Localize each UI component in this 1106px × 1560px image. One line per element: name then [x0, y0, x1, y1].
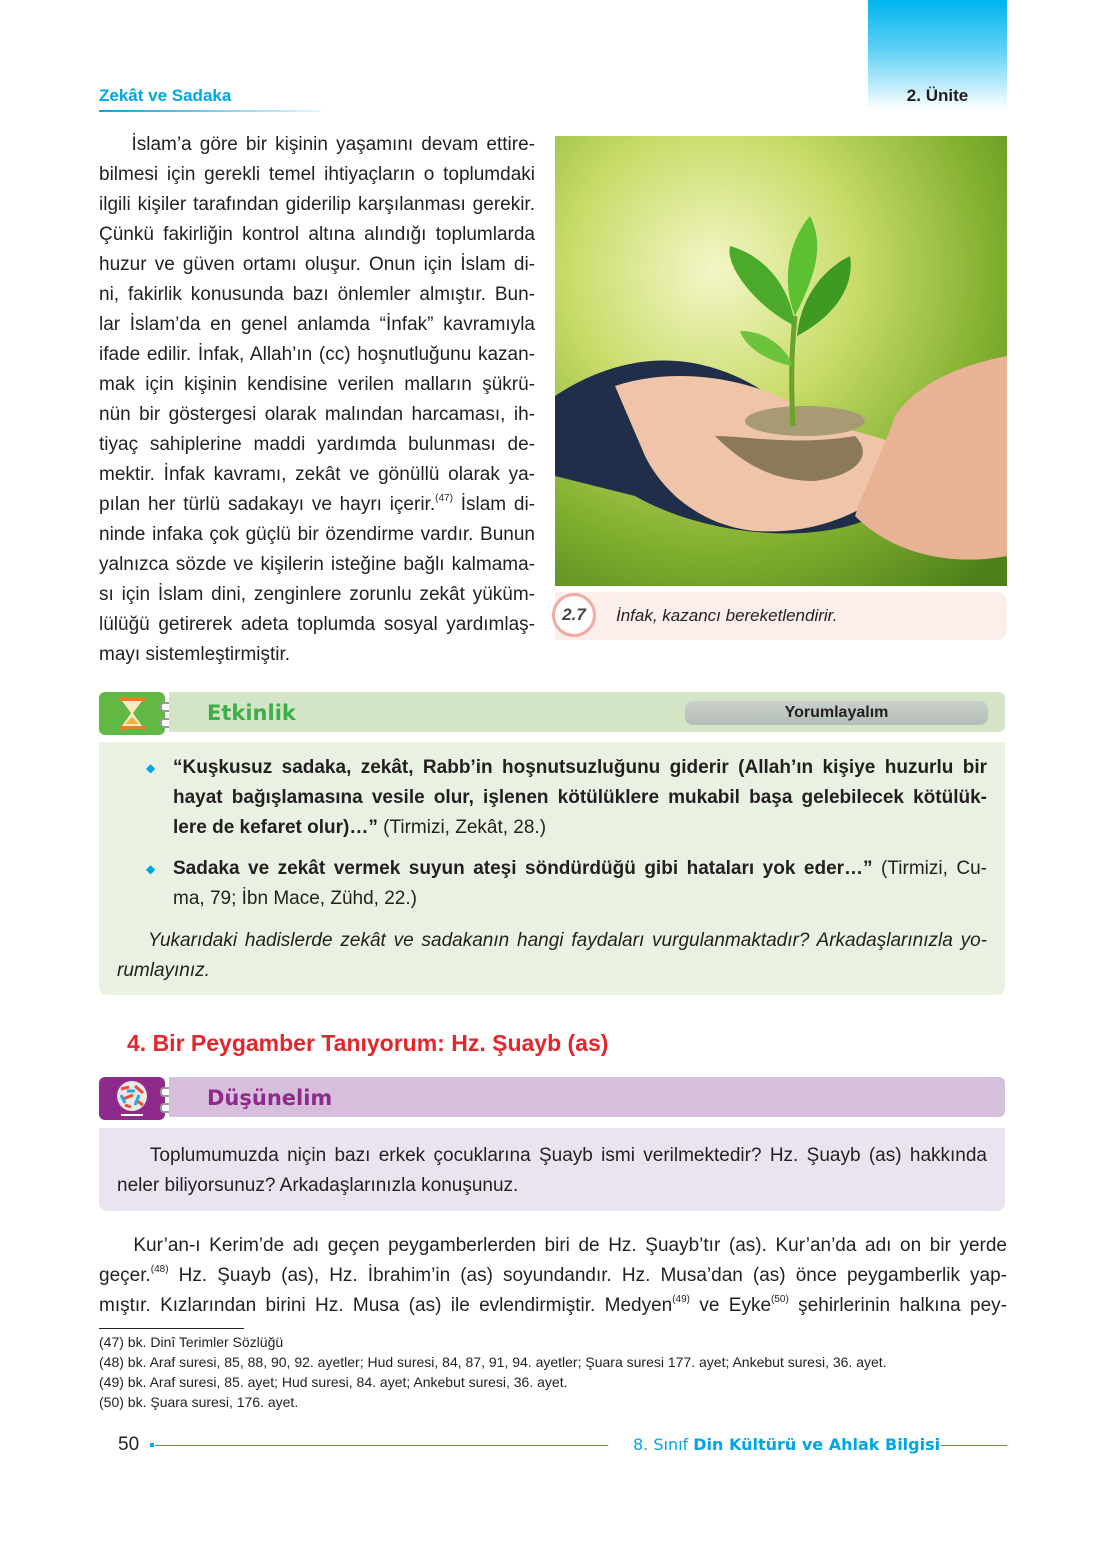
text-segment: İslam di- [452, 494, 535, 515]
text-segment: Çünkü fakirliğin kontrol altına alındığı toplumlarda [99, 224, 535, 245]
text-line [173, 854, 987, 884]
think-box [99, 1128, 1005, 1211]
footnote: (49) bk. Araf suresi, 85. ayet; Hud suresi, 84. ayet; Ankebut suresi, 36. ayet. [99, 1374, 568, 1390]
footnote-ref: (50) [771, 1294, 789, 1305]
text-line [99, 340, 535, 370]
text-segment: ve Eyke [690, 1295, 772, 1316]
text-line [173, 813, 987, 843]
text-segment: mektir. İnfak kavramı, zekât ve gönüllü olarak ya- [99, 464, 535, 485]
text-line [99, 310, 535, 340]
hourglass-icon [99, 692, 165, 735]
photo-hands-plant [555, 136, 1007, 586]
text-line [99, 1291, 1007, 1321]
text-segment: mıştır. Kızlarından birini Hz. Musa (as) ile evlendirmiştir. Medyen [99, 1295, 673, 1316]
text-line [99, 460, 535, 490]
activity-label: Etkinlik [207, 701, 296, 725]
text-line [99, 520, 535, 550]
footer-dot [150, 1443, 154, 1447]
footer-rule [941, 1445, 1007, 1446]
text-line [99, 430, 535, 460]
text-line [99, 1231, 1007, 1261]
footnote-ref: (48) [150, 1264, 169, 1275]
text-line [99, 610, 535, 640]
text-segment: nün bir göstergesi olarak malından harcaması, ih- [99, 404, 535, 425]
text-line [99, 640, 535, 670]
text-segment: neler biliyorsunuz? Arkadaşlarınızla konuşunuz. [117, 1175, 519, 1196]
activity-box [99, 742, 1005, 995]
text-line [99, 280, 535, 310]
text-line [99, 220, 535, 250]
footnote: (50) bk. Şuara suresi, 176. ayet. [99, 1394, 299, 1410]
footer-rule [155, 1445, 608, 1446]
text-segment: ifade edilir. İnfak, Allah’ın (cc) hoşnutluğunu kazan- [99, 344, 535, 365]
book-name: Din Kültürü ve Ahlak Bilgisi [693, 1435, 941, 1454]
think-label: Düşünelim [207, 1086, 333, 1110]
text-segment: İslam’a göre bir kişinin yaşamını devam ettire- [99, 134, 535, 155]
text-line [99, 370, 535, 400]
bullet-icon: ◆ [146, 862, 156, 876]
book-title [633, 1435, 940, 1454]
figure-number: 2.7 [552, 593, 596, 637]
text-segment: ma, 79; İbn Mace, Zühd, 22.) [173, 888, 417, 909]
text-segment: (Tirmizi, Zekât, 28.) [377, 817, 547, 838]
footnote-rule [99, 1328, 244, 1329]
section-rule [99, 110, 321, 112]
text-segment: pılan her türlü sadakayı ve hayrı içerir. [99, 494, 436, 515]
text-segment: ilgili kişiler tarafından giderilip karşılanması gerekir. [99, 194, 535, 215]
text-line [117, 1171, 987, 1201]
figure-caption [555, 592, 1007, 640]
text-segment: huzur ve güven ortamı oluşur. Onun için İslam di- [99, 254, 535, 275]
text-segment: Kur’an-ı Kerim’de adı geçen peygamberlerden biri de Hz. Şuayb’tır (as). Kur’an’da adı on bir yerde [99, 1235, 1007, 1256]
text-line [173, 884, 987, 914]
activity-type-badge: Yorumlayalım [685, 701, 988, 725]
grade-label: 8. Sınıf [633, 1435, 694, 1454]
text-line [99, 400, 535, 430]
text-segment: lar İslam’da en genel anlamda “İnfak” kavramıyla [99, 314, 535, 335]
text-segment: tiyaç sahiplerine maddi yardımda bulunması de- [99, 434, 535, 455]
text-segment: yalnızca sözde ve kişilerin isteğine bağlı kalmama- [99, 554, 535, 575]
text-line [99, 250, 535, 280]
text-segment: mayı sistemleştirmiştir. [99, 644, 291, 665]
text-segment: şehirlerinin halkına pey- [788, 1295, 1007, 1316]
section-heading: 4. Bir Peygamber Tanıyorum: Hz. Şuayb (as) [127, 1030, 609, 1056]
text-segment: geçer. [99, 1265, 151, 1286]
activity-question [117, 926, 987, 986]
unit-label: 2. Ünite [906, 86, 969, 105]
text-segment: bilmesi için gerekli temel ihtiyaçların o toplumdaki [99, 164, 535, 185]
text-line [117, 926, 987, 956]
bullet-icon: ◆ [146, 761, 156, 775]
text-segment: ni, fakirlik konusunda bazı önlemler almıştır. Bun- [99, 284, 535, 305]
figure-caption-text: İnfak, kazancı bereketlendirir. [616, 606, 838, 625]
text-segment: Hz. Şuayb (as), Hz. İbrahim’in (as) soyundandır. Hz. Musa’dan (as) önce peygamberlik yap- [168, 1265, 1007, 1286]
page-number: 50 [118, 1434, 140, 1455]
text-segment: Sadaka ve zekât vermek suyun ateşi söndürdüğü gibi hataları yok eder…” [173, 858, 873, 879]
footnote: (47) bk. Dinî Terimler Sözlüğü [99, 1334, 284, 1350]
text-line [99, 550, 535, 580]
hadith-quote-1 [173, 753, 987, 843]
text-line [173, 753, 987, 783]
text-segment: Yukarıdaki hadislerde zekât ve sadakanın hangi faydaları vurgulanmaktadır? Arkadaşlarınızla yo- [117, 930, 987, 951]
footnote-ref: (49) [672, 1294, 691, 1305]
activity-header [99, 692, 1005, 735]
text-segment: “Kuşkusuz sadaka, zekât, Rabb’in hoşnutsuzluğunu giderir (Allah’ın kişiye huzurlu bir [173, 757, 987, 778]
text-line [99, 1261, 1007, 1291]
text-line [99, 580, 535, 610]
footnotes [99, 1332, 887, 1412]
text-segment: ninde infaka çok güçlü bir özendirme vardır. Bunun [99, 524, 535, 545]
text-segment: rumlayınız. [117, 960, 210, 981]
text-line [99, 190, 535, 220]
text-segment: Toplumumuzda niçin bazı erkek çocuklarına Şuayb ismi verilmektedir? Hz. Şuayb (as) hakkında [117, 1145, 987, 1166]
text-segment: lere de kefaret olur)…” [173, 817, 378, 838]
body-paragraph [99, 1231, 1007, 1321]
text-segment: hayat bağışlamasına vesile olur, işlenen kötülüklere mukabil başa gelebilecek kötülük- [173, 787, 987, 808]
text-line [173, 783, 987, 813]
text-segment: lülüğü getirerek adeta toplumda sosyal yardımlaş- [99, 614, 535, 635]
text-segment: sı için İslam dini, zenginlere zorunlu zekât yüküm- [99, 584, 535, 605]
text-line [99, 130, 535, 160]
text-line [117, 1141, 987, 1171]
footnote-ref: (47) [435, 493, 453, 504]
text-segment: mak için kişinin kendisine verilen malların şükrü- [99, 374, 535, 395]
intro-paragraph [99, 130, 535, 670]
text-segment: (Tirmizi, Cu- [872, 858, 988, 879]
think-question [117, 1141, 987, 1201]
section-title: Zekât ve Sadaka [99, 86, 232, 105]
text-line [117, 956, 987, 986]
footnote: (48) bk. Araf suresi, 85, 88, 90, 92. ayetler; Hud suresi, 84, 87, 91, 94. ayetler; Şuara suresi 177. ayet; Ankebut suresi, 36. ayet. [99, 1354, 887, 1370]
text-line [99, 160, 535, 190]
hadith-quote-2 [173, 854, 987, 914]
puzzle-globe-icon [99, 1077, 165, 1120]
think-header [99, 1077, 1005, 1120]
text-line [99, 490, 535, 520]
